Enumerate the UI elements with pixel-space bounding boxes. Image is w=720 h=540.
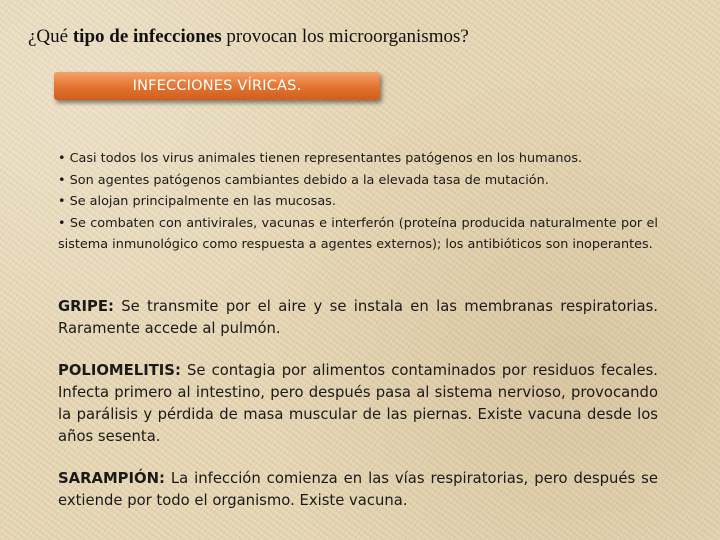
bullet-list xyxy=(58,148,658,256)
title-prefix: ¿Qué xyxy=(28,26,73,47)
title-suffix: provocan los microorganismos? xyxy=(221,26,469,47)
bullet-item: • Casi todos los virus animales tienen representantes patógenos en los humanos. xyxy=(58,151,583,166)
page-title xyxy=(28,26,708,48)
section-sarampion xyxy=(58,468,658,512)
text-poliomelitis: Se contagia por alimentos contaminados por residuos fecales. Infecta primero al intestino, pero después pasa al sistema nervioso, provocando la parálisis y pérdida de masa muscular de las piernas. Existe vacuna desde los años sesenta. xyxy=(58,362,658,445)
bullet-item: • Se alojan principalmente en las mucosas. xyxy=(58,194,336,209)
section-poliomelitis xyxy=(58,360,658,448)
text-sarampion: La infección comienza en las vías respiratorias, pero después se extiende por todo el organismo. Existe vacuna. xyxy=(58,470,658,509)
bullet-item: • Se combaten con antivirales, vacunas e interferón (proteína producida naturalmente por el sistema inmunológico como respuesta a agentes externos); los antibióticos son inoperantes. xyxy=(58,215,658,252)
term-poliomelitis: POLIOMELITIS: xyxy=(58,362,181,379)
term-gripe: GRIPE: xyxy=(58,298,114,315)
section-gripe xyxy=(58,296,658,340)
section-banner: INFECCIONES VÍRICAS. xyxy=(54,72,380,100)
term-sarampion: SARAMPIÓN: xyxy=(58,470,165,487)
title-bold: tipo de infecciones xyxy=(72,26,222,47)
bullet-item: • Son agentes patógenos cambiantes debido a la elevada tasa de mutación. xyxy=(58,172,549,188)
text-gripe: Se transmite por el aire y se instala en las membranas respiratorias. Raramente accede al pulmón. xyxy=(58,298,658,337)
